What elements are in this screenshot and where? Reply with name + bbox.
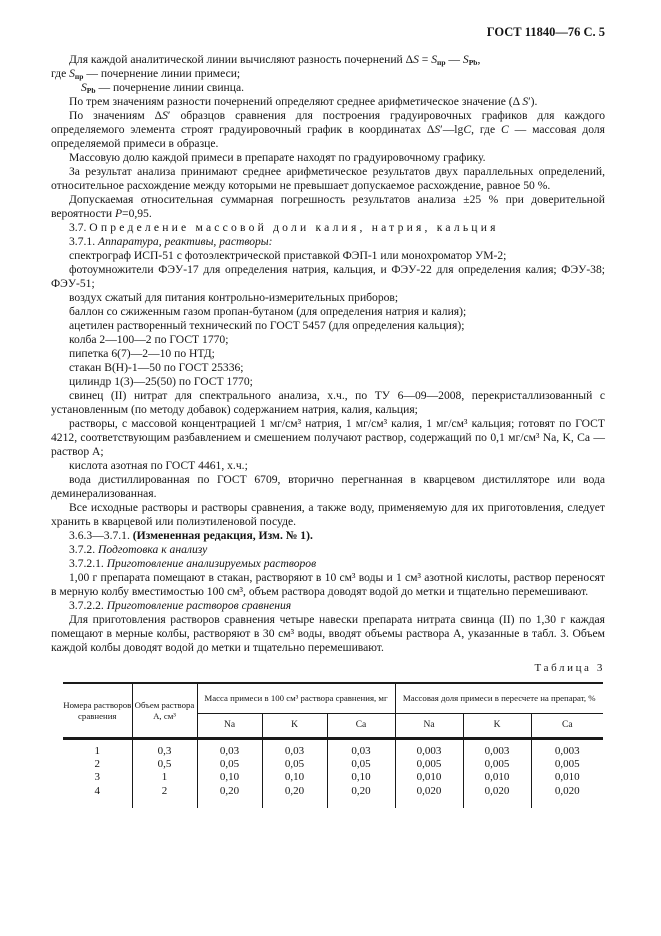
column-group-mass-fraction: Массовая доля примеси в пересчете на препарат, % (395, 683, 603, 714)
text-segment: , (477, 53, 481, 66)
list-item-photomultipliers (51, 263, 605, 291)
paragraph-amended-edition (51, 529, 605, 543)
text-segment: — почернение линии примеси; (83, 67, 241, 80)
paragraph-comparison-solutions (51, 613, 605, 655)
text-segment: По трем значениям разности почернений определяют среднее арифметическое значение (Δ (69, 95, 523, 108)
list-item-spectrograph (51, 249, 605, 263)
text-segment: S (69, 67, 75, 80)
text-segment: По значениям Δ (69, 109, 163, 122)
list-item-pipette (51, 347, 605, 361)
table-cell: 4 (94, 784, 100, 797)
paragraph-where-lead (51, 81, 605, 95)
text-segment: цилиндр 1(3)—25(50) по ГОСТ 1770; (69, 375, 253, 388)
text-segment: P (114, 207, 123, 220)
text-segment: ′ образцов сравнения для построения градуировочных графиков для каждого определяемого элемента строят градуировочный график в координатах Δ (51, 109, 605, 136)
table-cell: 0,10 (262, 771, 327, 784)
text-segment: баллон со сжиженным газом пропан-бутаном (для определения натрия и калия); (69, 305, 467, 318)
column-header-k-mass: K (262, 714, 327, 739)
text-segment: — (445, 53, 463, 66)
text-segment: Аппаратура, реактивы, растворы: (97, 235, 273, 248)
comparison-solutions-table (63, 682, 603, 808)
table-cell: 0,20 (327, 785, 395, 808)
text-segment: кислота азотная по ГОСТ 4461, х.ч.; (69, 459, 248, 472)
text-segment: 1,00 г препарата помещают в стакан, растворяют в 10 см³ воды и 1 см³ азотной кислоты, раствор переносят в мерную колбу вместимостью 100 см³, объем раствора доводят водой до метки и тщательно перемешивают. (51, 571, 605, 598)
text-segment: 3.7.2.1. (69, 557, 107, 570)
table-cell: 0,010 (395, 771, 463, 784)
text-segment: фотоумножители ФЭУ-17 для определения натрия, кальция, и ФЭУ-22 для определения калия; ФЭУ-38; ФЭУ-51; (51, 263, 605, 290)
section-heading-3-7-2-2 (51, 599, 605, 613)
text-segment: Pb (86, 86, 96, 95)
list-item-lead-nitrate (51, 389, 605, 417)
text-segment: Все исходные растворы и растворы сравнения, а также воду, применяемую для их приготовления, следует хранить в кварцевой или полиэтиленовой посуде. (51, 501, 605, 528)
text-segment: пипетка 6(7)—2—10 по НТД; (69, 347, 215, 360)
table-cell: 0,020 (395, 785, 463, 808)
page-content (51, 26, 605, 808)
paragraph-calibration-graphs (51, 109, 605, 151)
list-item-nitric-acid (51, 459, 605, 473)
table-cell: 0,05 (327, 758, 395, 771)
text-segment: растворы, с массовой концентрацией 1 мг/см³ натрия, 1 мг/см³ калия, 1 мг/см³ кальция; готовят по ГОСТ 4212, соответствующим разбавлением и смешением получают раствор, содержащий по 0,1 мг/см³ Na, K, Ca — раствор А; (51, 417, 605, 458)
table-cell: 2 (132, 785, 197, 808)
table-cell: 0,03 (327, 739, 395, 759)
text-segment: свинец (II) нитрат для спектрального анализа, х.ч., по ТУ 6—09—2008, перекристаллизованный с установленным (по методу добавок) содержанием натрия, калия, кальция; (51, 389, 605, 416)
text-segment: C (463, 123, 472, 136)
text-segment: , где (471, 123, 501, 136)
table-cell: 0,010 (531, 771, 603, 784)
text-segment: Допускаемая относительная суммарная погрешность результатов анализа ±25 % при доверительной вероятности (51, 193, 605, 220)
paragraph-storage (51, 501, 605, 529)
column-group-impurity-mass: Масса примеси в 100 см³ раствора сравнения, мг (197, 683, 395, 714)
list-item-beaker (51, 361, 605, 375)
table-row (63, 739, 603, 759)
text-segment: =0,95. (122, 207, 152, 220)
table-cell: 0,010 (463, 771, 531, 784)
text-segment: Приготовление анализируемых растворов (106, 557, 317, 570)
section-heading-3-7-2-1 (51, 557, 605, 571)
table-header-row-groups (63, 683, 603, 714)
text-segment: За результат анализа принимают среднее арифметическое результатов двух параллельных определений, относительное расхождение между которыми не превышает допускаемое расхождение, равное 50 %. (51, 165, 605, 192)
text-segment: Для каждой аналитической линии вычисляют разность почернений Δ (69, 53, 414, 66)
table-cell: 0,05 (197, 758, 262, 771)
text-segment: пр (437, 58, 446, 67)
text-segment: 3.7. (69, 221, 90, 234)
text-segment: ацетилен растворенный технический по ГОСТ 5457 (для определения кальция); (69, 319, 465, 332)
text-segment: Подготовка к анализу (97, 543, 208, 556)
table-cell: 0,20 (262, 785, 327, 808)
text-segment: (Измененная редакция, Изм. № 1). (132, 529, 313, 542)
list-item-compressed-air (51, 291, 605, 305)
text-segment: Pb (468, 58, 478, 67)
table-cell: 0,005 (463, 758, 531, 771)
paragraph-permissible-error (51, 193, 605, 221)
text-segment: = (418, 53, 432, 66)
text-segment: — почернение линии свинца. (95, 81, 245, 94)
text-segment: ′). (528, 95, 538, 108)
table-cell: 0,005 (531, 758, 603, 771)
page-header: ГОСТ 11840—76 С. 5 (486, 25, 605, 39)
list-item-gas-cylinder (51, 305, 605, 319)
text-segment: 3.7.2.2. (69, 599, 107, 612)
table-cell: 0,05 (262, 758, 327, 771)
section-heading-3-7-2 (51, 543, 605, 557)
table-row (63, 771, 603, 784)
text-segment: S (462, 53, 469, 66)
table-cell: 1 (132, 771, 197, 784)
list-item-cylinder (51, 375, 605, 389)
table-body (63, 739, 603, 808)
text-segment: S (413, 53, 419, 66)
text-segment: стакан В(Н)-1—50 по ГОСТ 25336; (69, 361, 244, 374)
table-cell: 0,020 (531, 785, 603, 808)
table-cell: 0,10 (327, 771, 395, 784)
text-segment: вода дистиллированная по ГОСТ 6709, вторично перегнанная в кварцевом дистилляторе или вода деминерализованная. (51, 473, 605, 500)
text-segment: 3.7.2. (69, 543, 98, 556)
text-segment: 3.7.1. (69, 235, 98, 248)
paragraph-arithmetic-mean (51, 95, 605, 109)
text-segment: S (162, 109, 168, 122)
text-segment: воздух сжатый для питания контрольно-измерительных приборов; (69, 291, 399, 304)
table-cell: 2 (94, 758, 100, 771)
text-segment: Для приготовления растворов сравнения четыре навески препарата нитрата свинца (II) по 1,30 г каждая помещают в мерные колбы, растворяют в 30 см³ воды, вводят объемы раствора А, указанные в табл. 3. Объем каждой колбы доводят водой до метки и тщательно перемешивают. (51, 613, 605, 654)
table-cell: 0,003 (531, 739, 603, 759)
text-segment: колба 2—100—2 по ГОСТ 1770; (69, 333, 229, 346)
table-cell: 0,005 (395, 758, 463, 771)
table-row (63, 785, 603, 808)
table-cell: 0,003 (395, 739, 463, 759)
text-segment: C (501, 123, 509, 136)
table-cell: 0,020 (463, 785, 531, 808)
table-cell: 1 (94, 745, 100, 757)
table-cell: 0,5 (132, 758, 197, 771)
list-item-acetylene (51, 319, 605, 333)
table-cell: 0,20 (197, 785, 262, 808)
table-header (63, 683, 603, 739)
paragraph-blackening-difference (51, 53, 605, 67)
column-header-k-fraction: K (463, 714, 531, 739)
list-item-flask (51, 333, 605, 347)
paragraph-sample-preparation (51, 571, 605, 599)
table-cell: 0,03 (197, 739, 262, 759)
text-segment: S (434, 123, 441, 136)
column-header-ca-mass: Ca (327, 714, 395, 739)
text-segment: S (431, 53, 438, 66)
section-heading-3-7-1 (51, 235, 605, 249)
section-heading-3-7 (51, 221, 605, 235)
paragraph-mass-fraction-graph (51, 151, 605, 165)
table-row (63, 758, 603, 771)
table-cell: 0,003 (463, 739, 531, 759)
table-cell: 0,3 (132, 739, 197, 759)
text-segment: 3.6.3—3.7.1. (69, 529, 133, 542)
text-segment: S (81, 81, 87, 94)
table-label: Таблица 3 (534, 662, 605, 674)
column-header-na-mass: Na (197, 714, 262, 739)
list-item-distilled-water (51, 473, 605, 501)
text-segment: Определение массовой доли калия, натрия, кальция (89, 221, 499, 234)
column-header-na-fraction: Na (395, 714, 463, 739)
column-header-solution-a-volume: Объем раствора А, см³ (132, 683, 197, 739)
text-segment: спектрограф ИСП-51 с фотоэлектрической приставкой ФЭП-1 или монохроматор УМ-2; (69, 249, 507, 262)
text-segment: Приготовление растворов сравнения (106, 599, 292, 612)
text-segment: S (522, 95, 529, 108)
document-body (51, 53, 605, 655)
paragraph-where-impurity (51, 67, 605, 81)
paragraph-analysis-result (51, 165, 605, 193)
column-header-solution-numbers: Номера растворов сравнения (63, 683, 132, 739)
text-segment: — массовая доля определяемой примеси в образце. (51, 123, 605, 150)
text-segment: Массовую долю каждой примеси в препарате находят по градуировочному графику. (69, 151, 486, 164)
text-segment: ′—lg (440, 123, 464, 136)
text-segment: пр (74, 72, 84, 81)
list-item-solutions (51, 417, 605, 459)
table-cell: 3 (94, 771, 100, 784)
text-segment: где (51, 67, 70, 80)
table-cell: 0,03 (262, 739, 327, 759)
column-header-ca-fraction: Ca (531, 714, 603, 739)
table-cell: 0,10 (197, 771, 262, 784)
